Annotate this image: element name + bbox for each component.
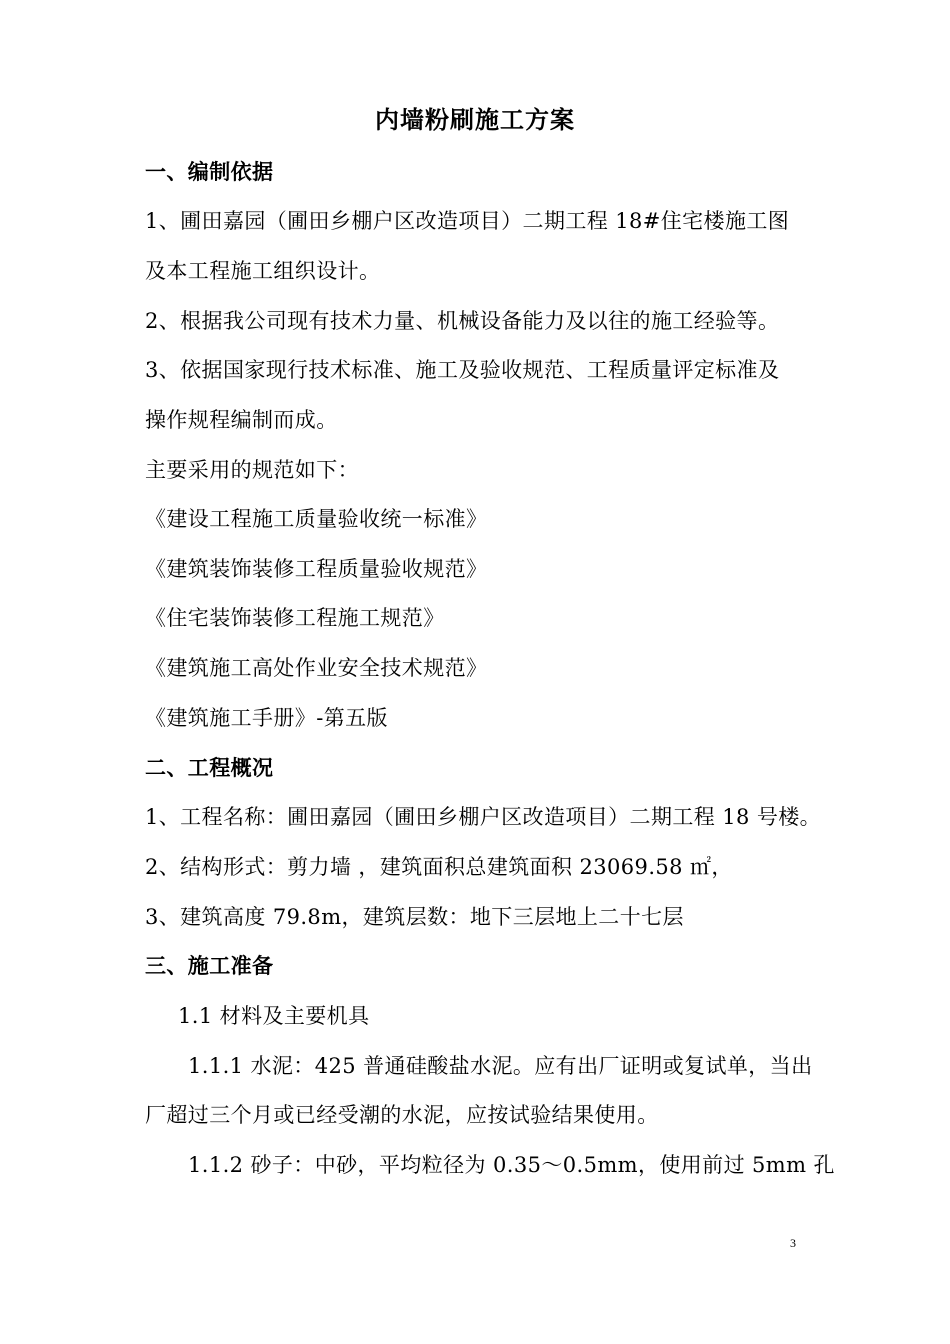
paragraph-line: 3、建筑高度 79.8m，建筑层数：地下三层地上二十七层 [145, 905, 684, 929]
paragraph-line: 1.1.2 砂子：中砂，平均粒径为 0.35～0.5mm，使用前过 5mm 孔 [188, 1153, 835, 1177]
section-heading-basis: 一、编制依据 [145, 160, 274, 184]
paragraph-line: 2、结构形式：剪力墙 ，建筑面积总建筑面积 23069.58 ㎡， [145, 855, 733, 879]
norm-item: 《建筑施工高处作业安全技术规范》 [145, 656, 488, 680]
norms-intro: 主要采用的规范如下： [145, 458, 359, 482]
subsection-heading: 1.1 材料及主要机具 [178, 1004, 370, 1028]
paragraph-line: 3、依据国家现行技术标准、施工及验收规范、工程质量评定标准及 [145, 358, 780, 382]
paragraph-line: 1、工程名称：圃田嘉园（圃田乡棚户区改造项目）二期工程 18 号楼。 [145, 805, 822, 829]
paragraph-line: 操作规程编制而成。 [145, 408, 338, 432]
section-heading-preparation: 三、施工准备 [145, 954, 274, 978]
page-number: 3 [790, 1236, 796, 1250]
paragraph-line: 及本工程施工组织设计。 [145, 259, 381, 283]
norm-item: 《建筑装饰装修工程质量验收规范》 [145, 557, 488, 581]
norm-item: 《住宅装饰装修工程施工规范》 [145, 606, 445, 630]
paragraph-line: 2、根据我公司现有技术力量、机械设备能力及以往的施工经验等。 [145, 309, 780, 333]
document-title: 内墙粉刷施工方案 [375, 106, 575, 134]
norm-item: 《建设工程施工质量验收统一标准》 [145, 507, 488, 531]
norm-item: 《建筑施工手册》-第五版 [145, 706, 388, 730]
paragraph-line: 1.1.1 水泥：425 普通硅酸盐水泥。应有出厂证明或复试单，当出 [188, 1054, 813, 1078]
paragraph-line: 1、圃田嘉园（圃田乡棚户区改造项目）二期工程 18#住宅楼施工图 [145, 209, 790, 233]
section-heading-overview: 二、工程概况 [145, 756, 274, 780]
paragraph-line: 厂超过三个月或已经受潮的水泥，应按试验结果使用。 [145, 1103, 659, 1127]
